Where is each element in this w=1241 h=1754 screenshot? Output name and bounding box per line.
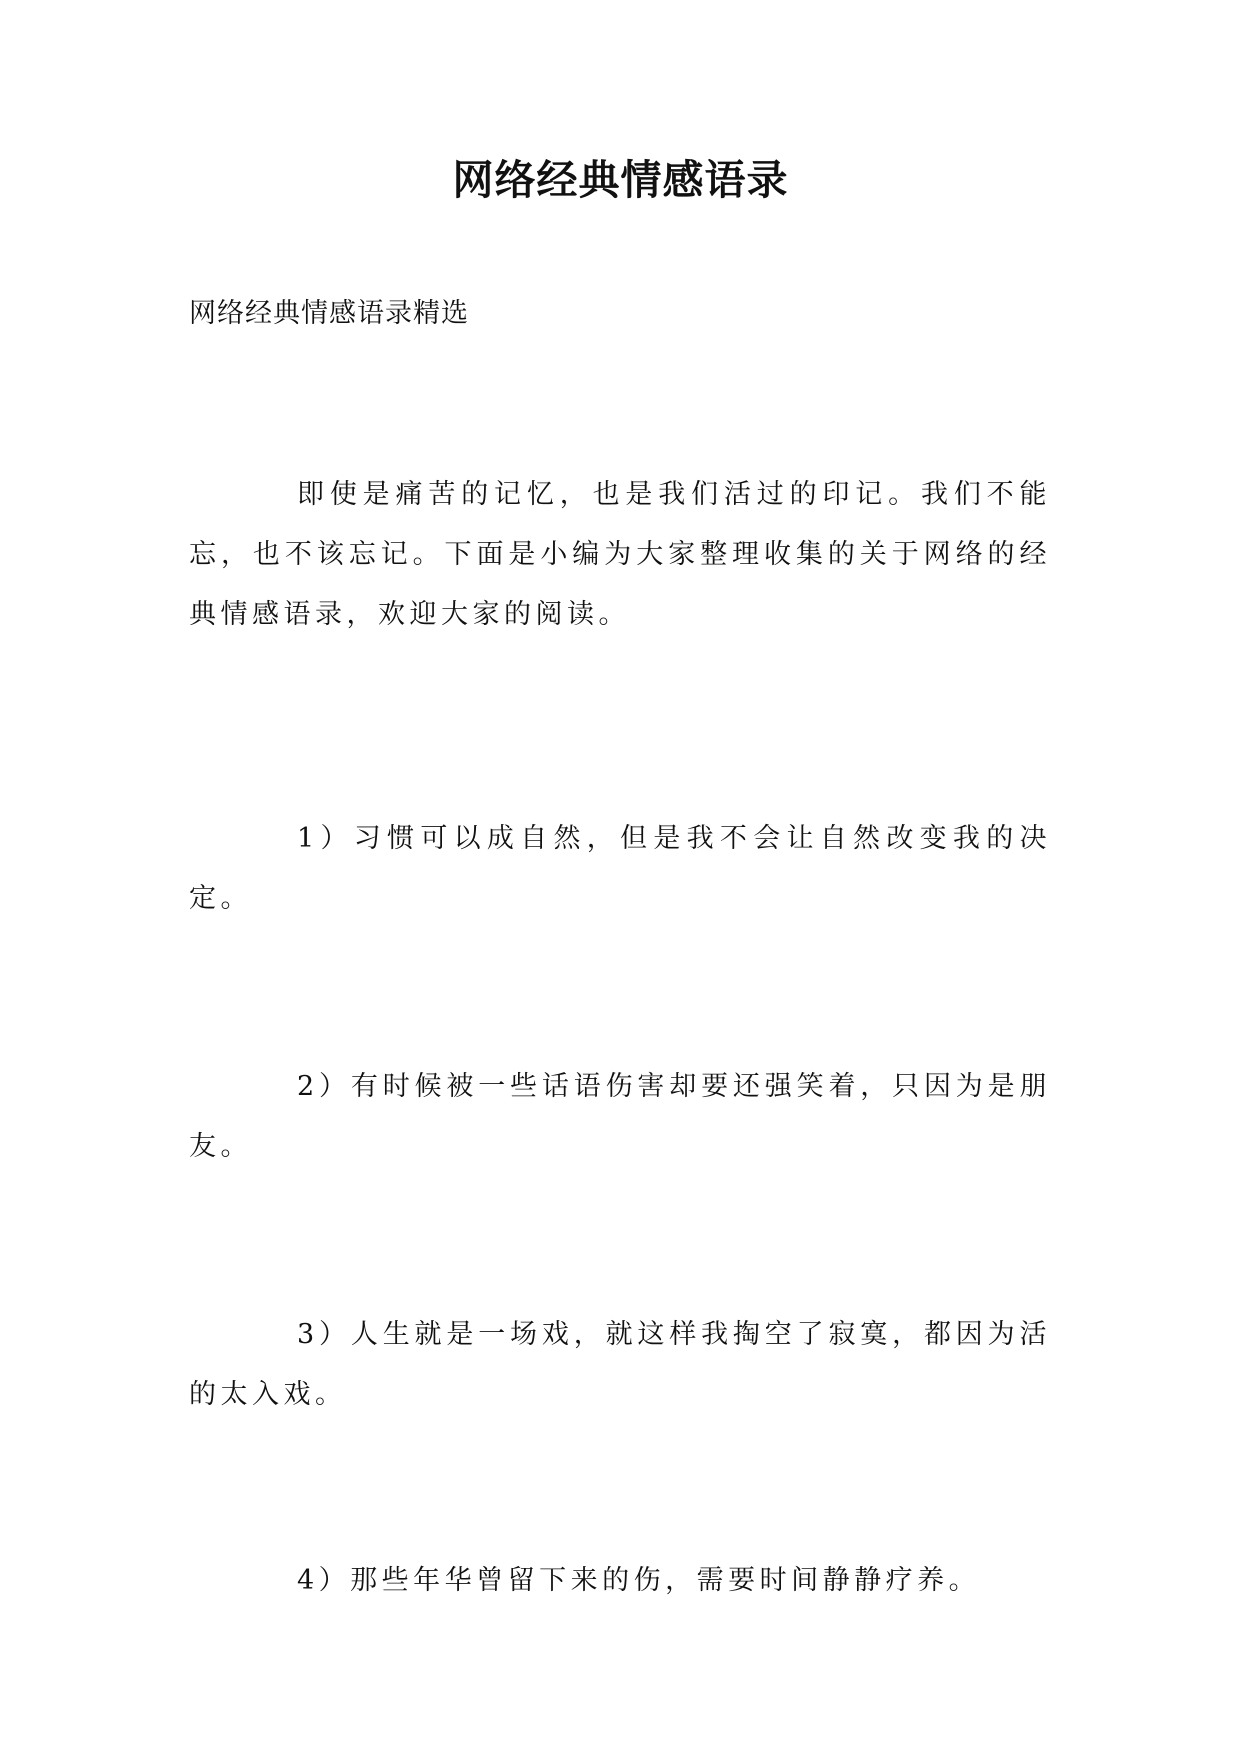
intro-paragraph: 即使是痛苦的记忆，也是我们活过的印记。我们不能忘，也不该忘记。下面是小编为大家整理收集的关于网络的经典情感语录，欢迎大家的阅读。 bbox=[189, 479, 1051, 630]
document-subtitle: 网络经典情感语录精选 bbox=[189, 298, 469, 329]
quote-item-2: 2）有时候被一些话语伤害却要还强笑着，只因为是朋友。 bbox=[189, 1071, 1051, 1162]
quote-item-4: 4）那些年华曾留下来的伤，需要时间静静疗养。 bbox=[297, 1565, 981, 1596]
quote-item-3: 3）人生就是一场戏，就这样我掏空了寂寞，都因为活的太入戏。 bbox=[189, 1319, 1051, 1410]
quote-item-1: 1）习惯可以成自然，但是我不会让自然改变我的决定。 bbox=[189, 823, 1051, 914]
document-title: 网络经典情感语录 bbox=[452, 156, 789, 204]
